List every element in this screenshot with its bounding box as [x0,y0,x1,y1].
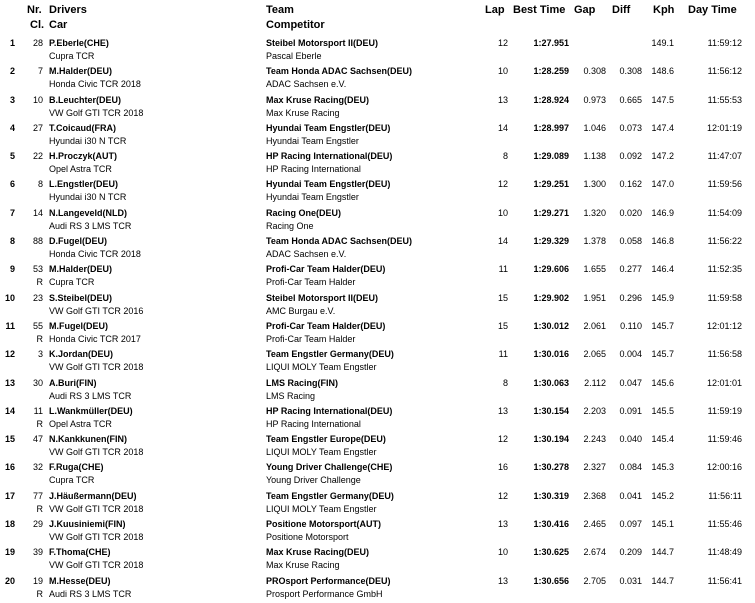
kph: 145.9 [651,292,674,303]
position: 9 [9,264,15,275]
header-gap: Gap [574,4,596,16]
diff: 0.004 [619,349,642,360]
car-number: 47 [32,434,43,445]
car-model: Hyundai i30 N TCR [49,192,127,203]
competitor-name: Max Kruse Racing [266,560,340,571]
lap-count: 10 [497,207,508,218]
team-name: Hyundai Team Engstler(DEU) [266,122,391,133]
header-lap: Lap [485,4,505,16]
best-time: 1:29.329 [533,236,569,247]
competitor-name: ADAC Sachsen e.V. [266,249,347,260]
position: 4 [9,122,15,133]
lap-count: 8 [502,377,508,388]
competitor-name: LIQUI MOLY Team Engstler [266,503,377,514]
gap: 0.308 [583,66,606,77]
table-row [0,35,755,63]
driver-name: K.Jordan(DEU) [49,349,114,360]
lap-count: 14 [497,236,508,247]
competitor-name: Young Driver Challenge [266,475,361,486]
header-nr: Nr. [27,4,42,16]
best-time: 1:28.259 [533,66,569,77]
gap: 1.655 [583,264,606,275]
team-name: Max Kruse Racing(DEU) [266,94,370,105]
kph: 145.3 [651,462,674,473]
best-time: 1:30.625 [533,547,569,558]
lap-count: 10 [497,547,508,558]
gap: 2.061 [583,320,606,331]
header-drivers: Drivers [49,4,87,16]
position: 2 [9,66,15,77]
team-name: Team Engstler Germany(DEU) [266,490,394,501]
table-row [0,375,755,403]
kph: 147.4 [651,122,674,133]
car-number: 7 [37,66,43,77]
driver-name: M.Fugel(DEU) [49,320,108,331]
best-time: 1:30.416 [533,519,569,530]
lap-count: 13 [497,519,508,530]
best-time: 1:28.924 [533,94,569,105]
lap-count: 14 [497,122,508,133]
car-number: 8 [37,179,43,190]
competitor-name: Racing One [266,220,314,231]
day-time: 11:54:09 [707,207,742,218]
day-time: 11:59:46 [707,434,742,445]
gap: 1.300 [583,179,606,190]
lap-count: 12 [497,434,508,445]
kph: 146.4 [651,264,674,275]
car-number: 55 [32,320,43,331]
diff: 0.020 [619,207,642,218]
best-time: 1:29.251 [533,179,569,190]
day-time: 11:59:19 [707,405,742,416]
car-number: 22 [32,151,43,162]
lap-count: 8 [502,151,508,162]
day-time: 11:59:56 [707,179,742,190]
table-row [0,516,755,544]
best-time: 1:29.606 [533,264,569,275]
position: 7 [9,207,15,218]
team-name: Team Honda ADAC Sachsen(DEU) [266,236,413,247]
driver-name: D.Fugel(DEU) [49,236,107,247]
car-number: 28 [32,38,43,48]
day-time: 11:52:35 [707,264,742,275]
car-model: VW Golf GTI TCR 2018 [49,447,144,458]
competitor-name: Max Kruse Racing [266,107,340,118]
car-model: VW Golf GTI TCR 2018 [49,503,144,514]
position: 16 [4,462,15,473]
driver-name: L.Engstler(DEU) [49,179,119,190]
gap: 2.203 [583,405,606,416]
gap: 2.112 [584,377,606,388]
competitor-name: LIQUI MOLY Team Engstler [266,447,377,458]
best-time: 1:30.194 [533,434,569,445]
position: 10 [4,292,15,303]
day-time: 12:01:12 [706,320,742,331]
team-name: Hyundai Team Engstler(DEU) [266,179,391,190]
lap-count: 13 [497,575,508,586]
lap-count: 15 [497,292,508,303]
lap-count: 13 [497,405,508,416]
position: 5 [9,151,15,162]
car-model: Hyundai i30 N TCR [49,135,127,146]
car-model: VW Golf GTI TCR 2018 [49,532,144,543]
best-time: 1:29.902 [533,292,569,303]
car-model: VW Golf GTI TCR 2018 [49,107,144,118]
best-time: 1:30.016 [533,349,569,360]
kph: 145.6 [651,377,674,388]
car-model: Honda Civic TCR 2018 [49,79,141,90]
team-name: Young Driver Challenge(CHE) [266,462,393,473]
position: 12 [4,349,15,360]
competitor-name: Profi-Car Team Halder [266,277,356,288]
car-number: 11 [33,405,43,416]
car-model: VW Golf GTI TCR 2016 [49,305,144,316]
table-row [0,148,755,176]
driver-name: F.Ruga(CHE) [49,462,104,473]
diff: 0.209 [619,547,642,558]
car-model: Audi RS 3 LMS TCR [49,390,132,401]
day-time: 11:56:22 [707,236,742,247]
gap: 1.046 [583,122,606,133]
header-cl: Cl. [30,19,45,31]
table-row [0,488,755,516]
day-time: 12:01:01 [706,377,742,388]
diff: 0.047 [619,377,642,388]
best-time: 1:30.656 [533,575,569,586]
class: R [36,277,43,288]
best-time: 1:29.271 [533,207,569,218]
diff: 0.091 [619,405,642,416]
best-time: 1:27.951 [533,38,569,48]
position: 3 [9,94,15,105]
team-name: Team Engstler Germany(DEU) [266,349,394,360]
gap: 1.951 [583,292,606,303]
team-name: Team Engstler Europe(DEU) [266,434,386,445]
kph: 146.8 [651,236,674,247]
position: 8 [9,236,15,247]
position: 20 [4,575,15,586]
car-model: VW Golf GTI TCR 2018 [49,362,144,373]
position: 6 [9,179,15,190]
header-car: Car [49,19,68,31]
table-row [0,459,755,487]
lap-count: 12 [497,179,508,190]
competitor-name: Hyundai Team Engstler [266,135,359,146]
gap: 2.705 [583,575,606,586]
position: 18 [4,519,15,530]
day-time: 11:55:53 [707,94,742,105]
table-row [0,176,755,204]
team-name: PROsport Performance(DEU) [266,575,391,586]
team-name: Profi-Car Team Halder(DEU) [266,320,386,331]
driver-name: J.Häußermann(DEU) [49,490,137,501]
team-name: Team Honda ADAC Sachsen(DEU) [266,66,413,77]
driver-name: N.Kankkunen(FIN) [49,434,128,445]
driver-name: T.Coicaud(FRA) [49,122,116,133]
position: 1 [9,38,15,48]
header-competitor: Competitor [266,19,325,31]
competitor-name: LIQUI MOLY Team Engstler [266,362,377,373]
car-number: 14 [32,207,43,218]
team-name: Steibel Motorsport II(DEU) [266,38,378,48]
competitor-name: Prosport Performance GmbH [266,588,383,599]
diff: 0.073 [619,122,642,133]
table-row [0,63,755,91]
gap: 2.327 [583,462,606,473]
competitor-name: AMC Burgau e.V. [266,305,336,316]
diff: 0.040 [619,434,642,445]
position: 19 [4,547,15,558]
driver-name: F.Thoma(CHE) [49,547,111,558]
kph: 147.0 [651,179,674,190]
table-row [0,290,755,318]
day-time: 11:47:07 [707,151,742,162]
gap: 1.378 [583,236,606,247]
car-model: Opel Astra TCR [49,164,112,175]
position: 11 [5,320,15,331]
kph: 145.2 [651,490,674,501]
team-name: Racing One(DEU) [266,207,342,218]
lap-count: 11 [498,349,508,360]
table-row [0,544,755,572]
team-name: LMS Racing(FIN) [266,377,338,388]
lap-count: 13 [497,94,508,105]
table-row [0,318,755,346]
team-name: HP Racing International(DEU) [266,405,393,416]
car-number: 39 [32,547,43,558]
driver-name: M.Halder(DEU) [49,66,113,77]
driver-name: P.Eberle(CHE) [49,38,109,48]
day-time: 11:59:12 [707,38,742,48]
kph: 147.2 [651,151,674,162]
header-kph: Kph [653,4,675,16]
best-time: 1:30.012 [533,320,569,331]
driver-name: M.Halder(DEU) [49,264,113,275]
gap: 1.138 [583,151,606,162]
best-time: 1:28.997 [533,122,569,133]
header-diff: Diff [612,4,631,16]
diff: 0.296 [619,292,642,303]
diff: 0.092 [619,151,642,162]
lap-count: 12 [497,38,508,48]
gap: 2.674 [583,547,606,558]
car-number: 32 [32,462,43,473]
day-time: 11:48:49 [707,547,742,558]
kph: 145.7 [651,320,674,331]
car-number: 3 [37,349,43,360]
kph: 145.1 [651,519,674,530]
car-number: 23 [32,292,43,303]
competitor-name: Positione Motorsport [266,532,349,543]
class: R [36,418,43,429]
table-row [0,261,755,289]
competitor-name: HP Racing International [266,418,361,429]
kph: 149.1 [651,38,674,48]
diff: 0.097 [619,519,642,530]
table-row [0,346,755,374]
lap-count: 16 [497,462,508,473]
lap-count: 10 [497,66,508,77]
table-row [0,403,755,431]
kph: 145.5 [651,405,674,416]
car-number: 27 [32,122,43,133]
competitor-name: Profi-Car Team Halder [266,333,356,344]
competitor-name: Hyundai Team Engstler [266,192,359,203]
car-number: 30 [32,377,43,388]
kph: 144.7 [651,547,674,558]
driver-name: B.Leuchter(DEU) [49,94,122,105]
table-row [0,92,755,120]
team-name: Steibel Motorsport II(DEU) [266,292,378,303]
diff: 0.162 [619,179,642,190]
driver-name: L.Wankmüller(DEU) [49,405,133,416]
kph: 147.5 [651,94,674,105]
competitor-name: HP Racing International [266,164,361,175]
car-model: Opel Astra TCR [49,418,112,429]
gap: 2.243 [583,434,606,445]
day-time: 11:59:58 [707,292,742,303]
header-team: Team [266,4,294,16]
competitor-name: ADAC Sachsen e.V. [266,79,347,90]
results-table [0,35,755,601]
kph: 145.7 [651,349,674,360]
car-model: Cupra TCR [49,51,95,61]
kph: 146.9 [651,207,674,218]
best-time: 1:30.278 [533,462,569,473]
day-time: 11:56:11 [708,490,742,501]
diff: 0.084 [619,462,642,473]
table-row [0,573,755,601]
header-day-time: Day Time [688,4,737,16]
diff: 0.277 [619,264,642,275]
diff: 0.665 [619,94,642,105]
car-number: 29 [32,519,43,530]
table-row [0,233,755,261]
driver-name: S.Steibel(DEU) [49,292,113,303]
best-time: 1:29.089 [533,151,569,162]
gap: 2.465 [583,519,606,530]
gap: 0.973 [583,94,606,105]
position: 15 [4,434,15,445]
car-number: 77 [32,490,43,501]
day-time: 11:56:41 [707,575,742,586]
best-time: 1:30.319 [533,490,569,501]
best-time: 1:30.154 [533,405,569,416]
class: R [36,588,43,599]
kph: 145.4 [651,434,674,445]
car-model: Audi RS 3 LMS TCR [49,588,132,599]
car-model: Audi RS 3 LMS TCR [49,220,132,231]
team-name: Positione Motorsport(AUT) [266,519,381,530]
car-model: Honda Civic TCR 2017 [49,333,141,344]
gap: 2.368 [583,490,606,501]
kph: 148.6 [651,66,674,77]
driver-name: J.Kuusiniemi(FIN) [49,519,126,530]
car-number: 53 [32,264,43,275]
car-number: 19 [32,575,43,586]
day-time: 12:01:19 [706,122,742,133]
gap: 1.320 [583,207,606,218]
gap: 2.065 [583,349,606,360]
class: R [36,503,43,514]
competitor-name: Pascal Eberle [266,51,322,61]
driver-name: H.Proczyk(AUT) [49,151,118,162]
car-model: VW Golf GTI TCR 2018 [49,560,144,571]
table-row [0,431,755,459]
team-name: HP Racing International(DEU) [266,151,393,162]
day-time: 12:00:16 [706,462,742,473]
best-time: 1:30.063 [533,377,569,388]
lap-count: 11 [498,264,508,275]
diff: 0.031 [619,575,642,586]
team-name: Profi-Car Team Halder(DEU) [266,264,386,275]
driver-name: A.Buri(FIN) [49,377,97,388]
car-model: Cupra TCR [49,475,95,486]
position: 13 [4,377,15,388]
position: 14 [4,405,15,416]
kph: 144.7 [651,575,674,586]
diff: 0.110 [620,320,642,331]
team-name: Max Kruse Racing(DEU) [266,547,370,558]
lap-count: 15 [497,320,508,331]
lap-count: 12 [497,490,508,501]
driver-name: M.Hesse(DEU) [49,575,111,586]
competitor-name: LMS Racing [266,390,316,401]
car-model: Honda Civic TCR 2018 [49,249,141,260]
car-number: 88 [32,236,43,247]
position: 17 [4,490,15,501]
table-header [0,0,755,34]
day-time: 11:56:12 [707,66,742,77]
car-number: 10 [32,94,43,105]
class: R [36,333,43,344]
table-row [0,205,755,233]
driver-name: N.Langeveld(NLD) [49,207,128,218]
diff: 0.058 [619,236,642,247]
car-model: Cupra TCR [49,277,95,288]
day-time: 11:56:58 [707,349,742,360]
table-row [0,120,755,148]
header-best-time: Best Time [513,4,566,16]
diff: 0.041 [619,490,642,501]
day-time: 11:55:46 [707,519,742,530]
diff: 0.308 [619,66,642,77]
